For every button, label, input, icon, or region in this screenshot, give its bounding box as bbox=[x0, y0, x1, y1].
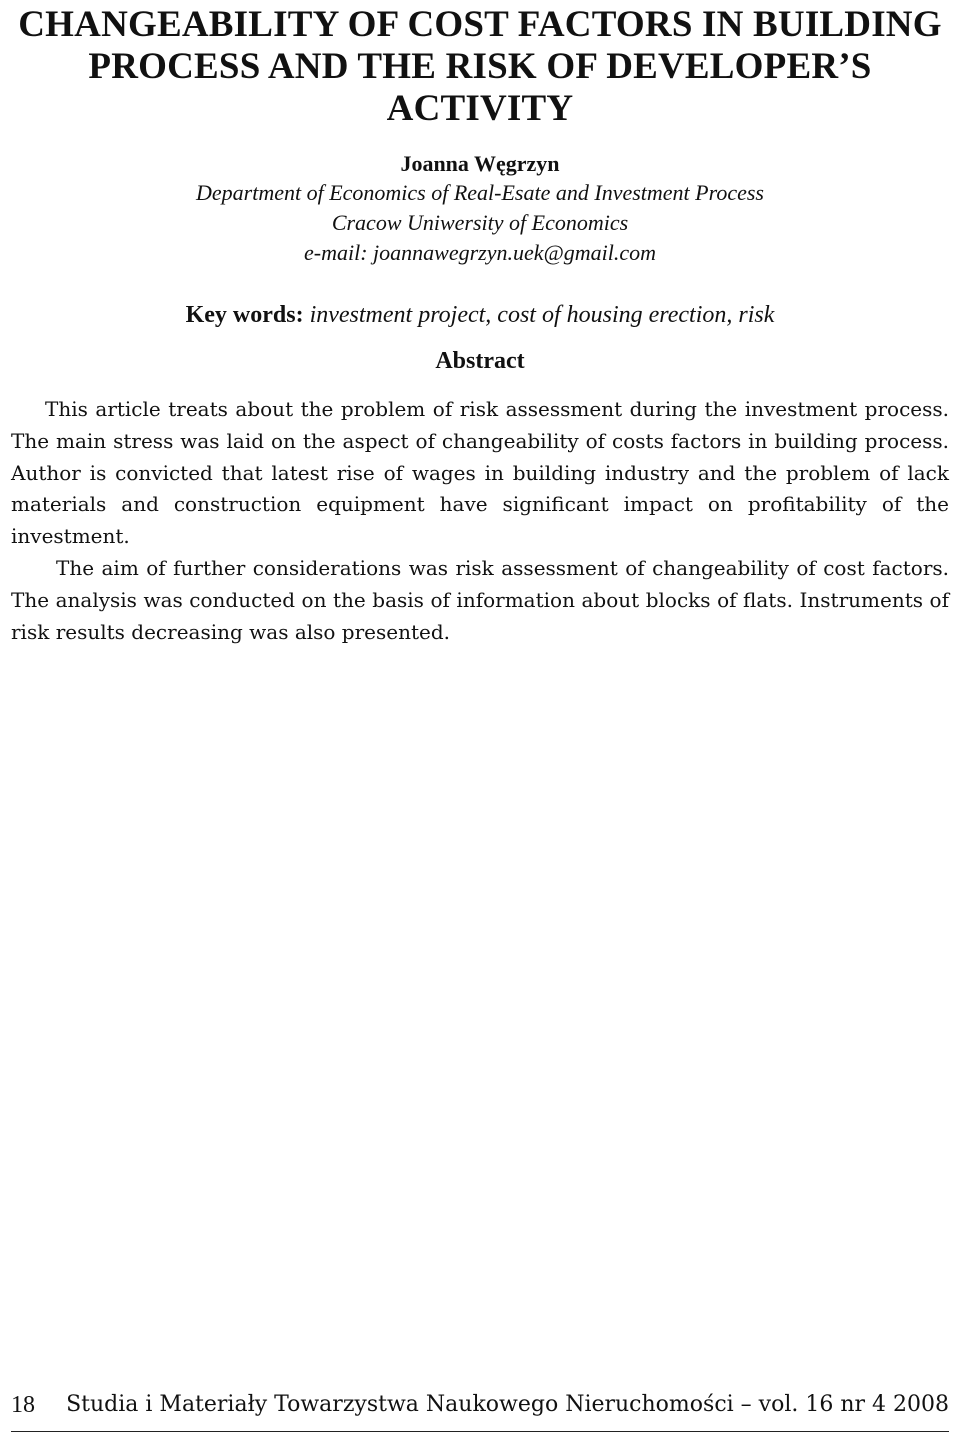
keywords-text: investment project, cost of housing erection, risk bbox=[309, 302, 775, 328]
keywords-line bbox=[0, 300, 960, 330]
author-department: Department of Economics of Real-Esate and Investment Process bbox=[196, 180, 764, 205]
author-university: Cracow Uniwersity of Economics bbox=[331, 210, 629, 235]
keywords-label: Key words: bbox=[185, 302, 304, 328]
author-name: Joanna Węgrzyn bbox=[400, 151, 560, 176]
abstract-heading: Abstract bbox=[435, 348, 525, 374]
title-line-2: PROCESS AND THE RISK OF DEVELOPER’S bbox=[88, 46, 872, 87]
journal-citation: Studia i Materiały Towarzystwa Naukowego Nieruchomości – vol. 16 nr 4 2008 bbox=[66, 1392, 949, 1417]
page-number: 18 bbox=[11, 1392, 35, 1418]
title-line-3: ACTIVITY bbox=[386, 88, 574, 129]
title-line-1: CHANGEABILITY OF COST FACTORS IN BUILDING bbox=[18, 4, 942, 45]
author-block bbox=[0, 150, 960, 268]
abstract-body bbox=[11, 394, 949, 648]
footer-rule bbox=[11, 1431, 949, 1432]
abstract-paragraph-1: This article treats about the problem of risk assessment during the investment process. The main stress was laid on the aspect of changeability of costs factors in building process. Author is convicted that latest rise of wages in building industry and the problem of lack materials and construction equipment have significant impact on profitability of the investment. bbox=[11, 397, 949, 549]
author-email: e-mail: joannawegrzyn.uek@gmail.com bbox=[304, 240, 656, 265]
paper-title bbox=[0, 4, 960, 130]
abstract-paragraph-2: The aim of further considerations was risk assessment of changeability of cost factors. The analysis was conducted on the basis of information about blocks of flats. Instruments of risk results decreasing was also presented. bbox=[11, 555, 949, 644]
